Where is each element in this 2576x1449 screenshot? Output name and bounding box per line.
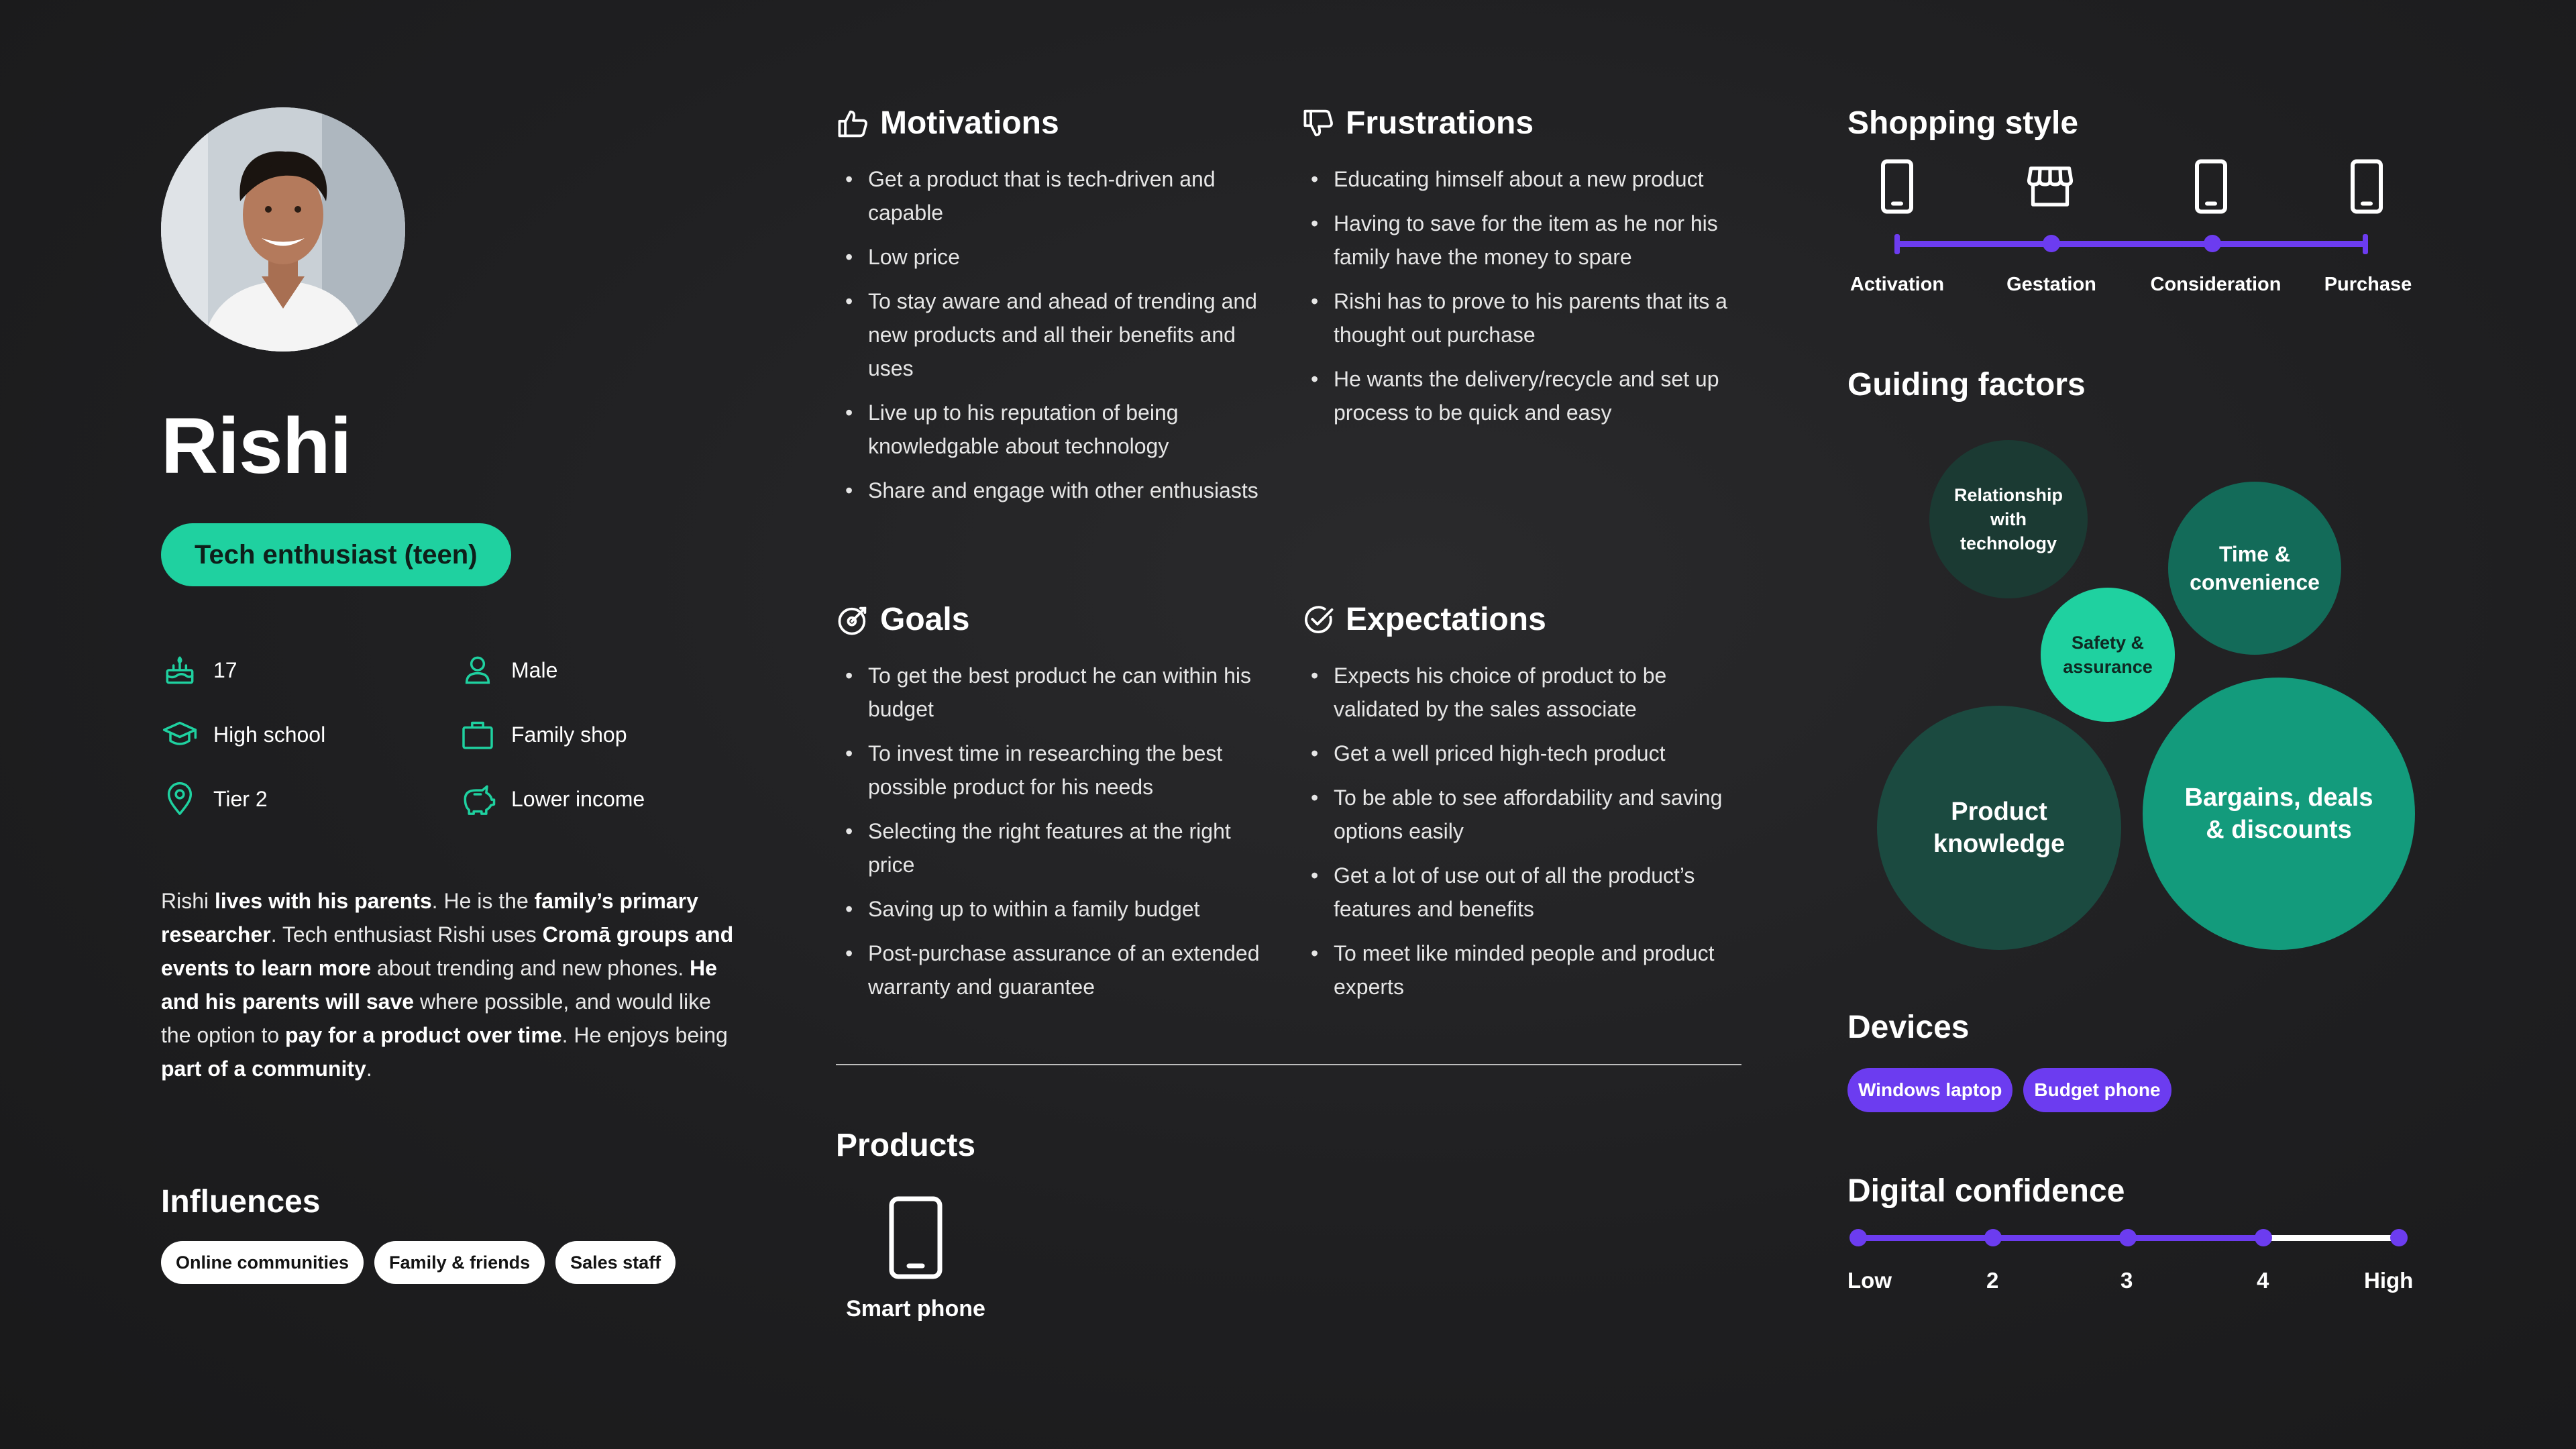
- confidence-label: 4: [2257, 1268, 2269, 1293]
- list-item: • Share and engage with other enthusiasts: [836, 474, 1272, 507]
- confidence-dot: [2390, 1229, 2408, 1246]
- store-icon: [2025, 158, 2076, 215]
- shopping-timeline-track: [1896, 241, 2367, 247]
- timeline-dot: [2204, 235, 2221, 252]
- check-circle-icon: [1301, 602, 1336, 637]
- education-stat: [161, 716, 325, 753]
- education-value: High school: [213, 722, 326, 747]
- income-value: Lower income: [511, 786, 645, 811]
- shopping-stage-label: Gestation: [2006, 274, 2096, 295]
- location-pin-icon: [161, 780, 199, 818]
- device-chip: Budget phone: [2023, 1068, 2171, 1112]
- motivations-header: [836, 106, 1272, 141]
- list-item: • Get a well priced high-tech product: [1301, 737, 1744, 770]
- gender-value: Male: [511, 657, 558, 682]
- list-item: • Educating himself about a new product: [1301, 162, 1744, 196]
- piggy-bank-icon: [459, 780, 496, 818]
- shopping-stage-icon: [2025, 158, 2076, 215]
- target-icon: [836, 602, 871, 637]
- confidence-label: 3: [2121, 1268, 2133, 1293]
- shopping-style-title: Shopping style: [1847, 105, 2079, 141]
- confidence-dot: [1984, 1229, 2002, 1246]
- list-item: • To invest time in researching the best possible product for his needs: [836, 737, 1272, 804]
- confidence-dot: [1849, 1229, 1867, 1246]
- influences-title: Influences: [161, 1184, 321, 1220]
- goals-section: [836, 602, 1272, 1014]
- list-item: • To meet like minded people and product experts: [1301, 936, 1744, 1004]
- bio-emphasis: family’s primary researcher: [161, 889, 698, 947]
- thumbs-down-icon: [1301, 106, 1336, 141]
- shopping-stage-label: Activation: [1849, 274, 1945, 295]
- confidence-dot: [2255, 1229, 2272, 1246]
- smartphone-icon: [2341, 158, 2392, 215]
- frustrations-list: [1301, 162, 1744, 429]
- guiding-factor-bubble: Bargains, deals & discounts: [2143, 678, 2415, 950]
- device-chip: Windows laptop: [1847, 1068, 2012, 1112]
- list-item: • Selecting the right features at the right price: [836, 814, 1272, 881]
- guiding-factors-title: Guiding factors: [1847, 367, 2086, 402]
- occupation-value: Family shop: [511, 722, 627, 747]
- confidence-fill: [1858, 1235, 2264, 1241]
- bio-text: Rishi: [161, 889, 215, 913]
- frustrations-header: [1301, 106, 1744, 141]
- motivations-list: [836, 162, 1272, 507]
- list-item: • Having to save for the item as he nor his family have the money to spare: [1301, 207, 1744, 274]
- city-tier-value: Tier 2: [213, 786, 268, 811]
- bio-text: about trending and new phones.: [371, 956, 690, 980]
- frustrations-section: [1301, 106, 1744, 440]
- influences-list: [161, 1241, 686, 1284]
- list-item: • He wants the delivery/recycle and set up process to be quick and easy: [1301, 362, 1744, 429]
- list-item: • Live up to his reputation of being knowledgable about technology: [836, 396, 1272, 463]
- age-stat: [161, 651, 237, 689]
- frustrations-title: Frustrations: [1346, 105, 1534, 141]
- bio-emphasis: He and his parents will save: [161, 956, 717, 1014]
- occupation-stat: [459, 716, 627, 753]
- persona-role-badge: Tech enthusiast (teen): [161, 523, 511, 586]
- list-item: • Get a lot of use out of all the product’s features and benefits: [1301, 859, 1744, 926]
- birthday-cake-icon: [161, 651, 199, 689]
- shopping-stage-icon: [2341, 158, 2392, 215]
- briefcase-icon: [459, 716, 496, 753]
- bio-emphasis: Cromā groups and events to learn more: [161, 922, 734, 980]
- shopping-stage-icon: [1872, 158, 1923, 215]
- motivations-title: Motivations: [880, 105, 1059, 141]
- smartphone-icon: [883, 1194, 948, 1281]
- avatar: [161, 107, 405, 352]
- bio-text: .: [366, 1057, 372, 1081]
- bio-text: where possible, and would like the option to: [161, 989, 711, 1047]
- bio-text: . Tech enthusiast Rishi uses: [270, 922, 543, 947]
- list-item: • Get a product that is tech-driven and capable: [836, 162, 1272, 229]
- expectations-header: [1301, 602, 1744, 637]
- confidence-label: Low: [1847, 1268, 1892, 1293]
- goals-header: [836, 602, 1272, 637]
- guiding-factor-bubble: Product knowledge: [1877, 706, 2121, 950]
- list-item: • Low price: [836, 240, 1272, 274]
- product-item: [845, 1194, 986, 1322]
- confidence-dot: [2119, 1229, 2137, 1246]
- timeline-tick: [1894, 234, 1900, 254]
- expectations-list: [1301, 659, 1744, 1004]
- devices-title: Devices: [1847, 1010, 1970, 1045]
- smartphone-icon: [1872, 158, 1923, 215]
- bio-text: . He enjoys being: [561, 1023, 728, 1047]
- bio-emphasis: pay for a product over time: [285, 1023, 562, 1047]
- list-item: • Saving up to within a family budget: [836, 892, 1272, 926]
- list-item: • To get the best product he can within his budget: [836, 659, 1272, 726]
- smartphone-icon: [2186, 158, 2237, 215]
- user-icon: [459, 651, 496, 689]
- location-stat: [161, 780, 268, 818]
- person-photo: [161, 107, 405, 352]
- product-label: Smart phone: [846, 1296, 985, 1322]
- guiding-factor-bubble: Safety & assurance: [2041, 588, 2175, 722]
- confidence-label: High: [2364, 1268, 2414, 1293]
- gender-stat: [459, 651, 557, 689]
- motivations-section: [836, 106, 1272, 518]
- shopping-stage-label: Consideration: [2150, 274, 2282, 295]
- list-item: • To stay aware and ahead of trending and new products and all their benefits and uses: [836, 284, 1272, 385]
- persona-name: Rishi: [161, 402, 352, 490]
- confidence-label: 2: [1986, 1268, 1999, 1293]
- products-title: Products: [836, 1128, 976, 1163]
- section-divider: [836, 1064, 1741, 1065]
- thumbs-up-icon: [836, 106, 871, 141]
- list-item: • Rishi has to prove to his parents that its a thought out purchase: [1301, 284, 1744, 352]
- graduation-cap-icon: [161, 716, 199, 753]
- list-item: • To be able to see affordability and saving options easily: [1301, 781, 1744, 848]
- devices-list: [1847, 1068, 2182, 1112]
- influence-chip: Sales staff: [555, 1241, 676, 1284]
- expectations-section: [1301, 602, 1744, 1014]
- age-value: 17: [213, 657, 237, 682]
- influence-chip: Family & friends: [374, 1241, 545, 1284]
- bio-emphasis: lives with his parents: [215, 889, 432, 913]
- timeline-tick: [2363, 234, 2368, 254]
- list-item: • Expects his choice of product to be validated by the sales associate: [1301, 659, 1744, 726]
- bio-text: . He is the: [431, 889, 535, 913]
- shopping-stage-label: Purchase: [2324, 274, 2412, 295]
- goals-title: Goals: [880, 602, 970, 637]
- persona-bio: [161, 884, 738, 1085]
- timeline-dot: [2043, 235, 2060, 252]
- goals-list: [836, 659, 1272, 1004]
- income-stat: [459, 780, 645, 818]
- guiding-factor-bubble: Time & convenience: [2168, 482, 2341, 655]
- digital-confidence-title: Digital confidence: [1847, 1173, 2125, 1209]
- shopping-stage-icon: [2186, 158, 2237, 215]
- expectations-title: Expectations: [1346, 602, 1546, 637]
- bio-emphasis: part of a community: [161, 1057, 366, 1081]
- guiding-factor-bubble: Relationship with technology: [1929, 440, 2088, 598]
- list-item: • Post-purchase assurance of an extended warranty and guarantee: [836, 936, 1272, 1004]
- influence-chip: Online communities: [161, 1241, 364, 1284]
